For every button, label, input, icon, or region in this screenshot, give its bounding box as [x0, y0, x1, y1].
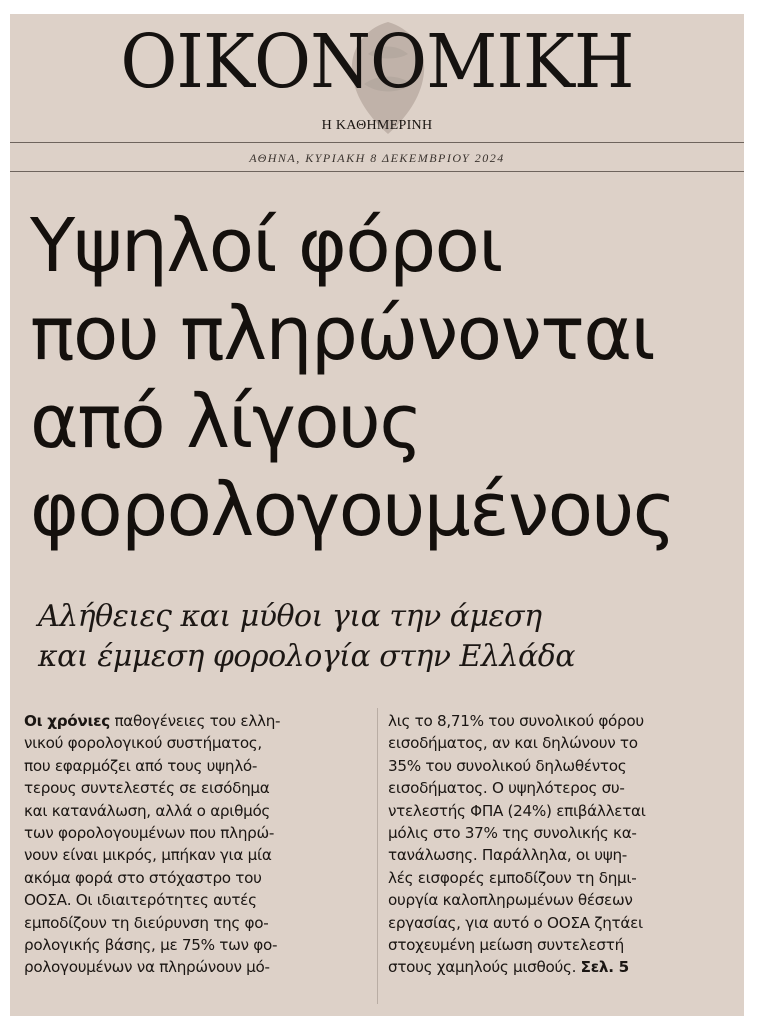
body-text: στους χαμηλούς μισθούς. [388, 958, 577, 977]
body-line: που εφαρμόζει από τους υψηλό- [24, 756, 258, 775]
body-line: εμποδίζουν τη διεύρυνση της φο- [24, 913, 269, 932]
headline-line: φορολογουμένους [30, 467, 675, 553]
body-line: ντελεστής ΦΠΑ (24%) επιβάλλεται [388, 801, 646, 820]
body-line: των φορολογουμένων που πληρώ- [24, 824, 275, 843]
body-line: ακόμα φορά στο στόχαστρο του [24, 868, 262, 887]
body-line [24, 710, 372, 732]
headline-line: Υψηλοί φόροι [30, 203, 502, 289]
dateline: ΑΘΗΝΑ, ΚΥΡΙΑΚΗ 8 ΔΕΚΕΜΒΡΙΟΥ 2024 [249, 151, 505, 165]
body-line: ΟΟΣΑ. Οι ιδιαιτερότητες αυτές [24, 891, 257, 910]
body-line: ρολογουμένων να πληρώνουν μό- [24, 958, 270, 977]
body-line: εργασίας, για αυτό ο ΟΟΣΑ ζητάει [388, 913, 643, 932]
body-line: νικού φορολογικού συστήματος, [24, 734, 262, 753]
body-line: νουν είναι μικρός, μπήκαν για μία [24, 846, 272, 865]
body-line: ουργία καλοπληρωμένων θέσεων [388, 891, 633, 910]
subheadline-line: Αλήθειες και μύθοι για την άμεση [38, 599, 542, 634]
masthead-rule-bottom [10, 171, 744, 172]
column-divider [377, 708, 378, 1004]
body-line: μόλις στο 37% της συνολικής κα- [388, 824, 637, 843]
newspaper-page [10, 14, 744, 1016]
body-line: λις το 8,71% του συνολικού φόρου [388, 712, 644, 730]
publisher-name: Η ΚΑΘΗΜΕΡΙΝΗ [321, 118, 433, 133]
body-line: εισοδήματος, αν και δηλώνουν το [388, 734, 638, 753]
body-line: και κατανάλωση, αλλά ο αριθμός [24, 801, 271, 820]
body-line: τερους συντελεστές σε εισόδημα [24, 779, 270, 798]
lead-in: Οι χρόνιες [24, 712, 110, 730]
masthead-title: ΟΙΚΟΝΟΜΙΚΗ [120, 19, 634, 105]
article-column-left [24, 710, 372, 979]
subheadline-line: και έμμεση φορολογία στην Ελλάδα [38, 639, 576, 674]
page-reference: Σελ. 5 [580, 958, 629, 977]
masthead-rule-top [10, 142, 744, 143]
body-line: εισοδήματος. Ο υψηλότερος συ- [388, 779, 625, 798]
headline [30, 202, 740, 554]
headline-line: από λίγους [30, 379, 422, 465]
body-line [388, 956, 736, 978]
body-line: 35% του συνολικού δηλωθέντος [388, 756, 627, 775]
headline-line: που πληρώνονται [30, 291, 655, 377]
body-line: στοχευμένη μείωση συντελεστή [388, 936, 624, 955]
body-line: λές εισφορές εμποδίζουν τη δημι- [388, 868, 637, 887]
article-column-right [388, 710, 736, 979]
body-line: τανάλωσης. Παράλληλα, οι υψη- [388, 846, 627, 865]
body-text: παθογένειες του ελλη- [109, 712, 281, 730]
body-line: ρολογικής βάσης, με 75% των φο- [24, 936, 278, 955]
subheadline [38, 597, 738, 677]
